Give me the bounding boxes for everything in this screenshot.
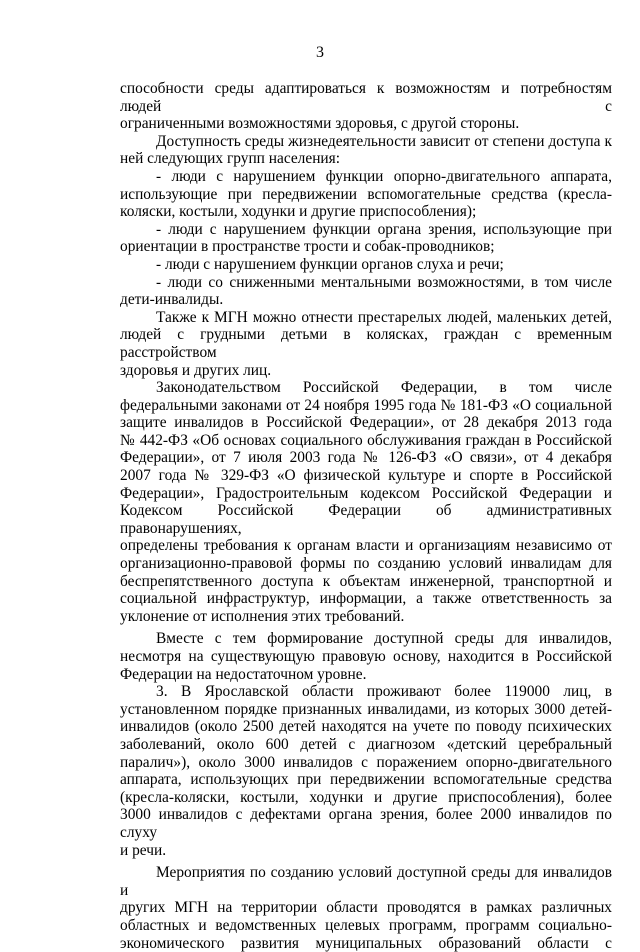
text-line: определены требования к органам власти и организациям независимо от	[120, 537, 612, 555]
text-line: Федерации на недостаточном уровне.	[120, 666, 612, 684]
text-line: коляски, костыли, ходунки и другие приспособления);	[120, 203, 612, 221]
text-line: заболеваний, около 600 детей с диагнозом «детский церебральный	[120, 736, 612, 754]
text-line: 3000 инвалидов с дефектами органа зрения, более 2000 инвалидов по слуху	[120, 806, 612, 841]
text-line: паралич»), около 3000 инвалидов с поражением опорно-двигательного	[120, 754, 612, 772]
text-line: установленном порядке признанных инвалидами, из которых 3000 детей-	[120, 701, 612, 719]
text-line: ней следующих групп населения:	[120, 150, 612, 168]
text-line: несмотря на существующую правовую основу, находится в Российской	[120, 648, 612, 666]
text-line: здоровья и других лиц.	[120, 362, 612, 380]
text-line: защите инвалидов в Российской Федерации», от 28 декабря 2013 года	[120, 414, 612, 432]
text-line: дети-инвалиды.	[120, 291, 612, 309]
text-line: - люди с нарушением функции органа зрения, использующие при	[120, 221, 612, 239]
text-line: 3. В Ярославской области проживают более 119000 лиц, в	[120, 683, 612, 701]
page-number: 3	[0, 44, 640, 62]
text-line: - люди со сниженными ментальными возможностями, в том числе	[120, 274, 612, 292]
text-line: Федерации», от 7 июля 2003 года № 126-ФЗ «О связи», от 4 декабря	[120, 449, 612, 467]
text-line: людей с грудными детьми в колясках, граждан с временным расстройством	[120, 326, 612, 361]
text-line: - люди с нарушением функции органов слуха и речи;	[120, 256, 612, 274]
text-line: - люди с нарушением функции опорно-двигательного аппарата,	[120, 168, 612, 186]
text-line: организационно-правовой формы по созданию условий инвалидам для	[120, 555, 612, 573]
text-line: Федерации», Градостроительным кодексом Российской Федерации и	[120, 485, 612, 503]
text-line: ограниченными возможностями здоровья, с другой стороны.	[120, 115, 612, 133]
text-line: Кодексом Российской Федерации об административных правонарушениях,	[120, 502, 612, 537]
text-line: инвалидов (около 2500 детей находятся на учете по поводу психических	[120, 718, 612, 736]
text-line: аппарата, использующих при передвижении вспомогательные средства	[120, 771, 612, 789]
text-line: использующие при передвижении вспомогательные средства (кресла-	[120, 186, 612, 204]
body-text	[120, 80, 612, 952]
text-line: беспрепятственного доступа к объектам инженерной, транспортной и	[120, 573, 612, 591]
text-line: областных и ведомственных целевых программ, программ социально-	[120, 917, 612, 935]
text-line: 2007 года № 329-ФЗ «О физической культуре и спорте в Российской	[120, 467, 612, 485]
text-line: способности среды адаптироваться к возможностям и потребностям людей с	[120, 80, 612, 115]
text-line: Вместе с тем формирование доступной среды для инвалидов,	[120, 630, 612, 648]
text-line: Мероприятия по созданию условий доступной среды для инвалидов и	[120, 864, 612, 899]
text-line: Доступность среды жизнедеятельности зависит от степени доступа к	[120, 133, 612, 151]
text-line: социальной инфраструктур, информации, а также ответственность за	[120, 590, 612, 608]
text-line: федеральными законами от 24 ноября 1995 года № 181-ФЗ «О социальной	[120, 397, 612, 415]
text-line: Законодательством Российской Федерации, в том числе	[120, 379, 612, 397]
text-line: (кресла-коляски, костыли, ходунки и другие приспособления), более	[120, 789, 612, 807]
text-line: уклонение от исполнения этих требований.	[120, 608, 612, 626]
text-line: Также к МГН можно отнести престарелых людей, маленьких детей,	[120, 309, 612, 327]
text-line: других МГН на территории области проводятся в рамках различных	[120, 899, 612, 917]
text-line: и речи.	[120, 842, 612, 860]
text-line: № 442-ФЗ «Об основах социального обслуживания граждан в Российской	[120, 432, 612, 450]
text-line: ориентации в пространстве трости и собак-проводников;	[120, 238, 612, 256]
text-line: экономического развития муниципальных образований области с	[120, 935, 612, 952]
